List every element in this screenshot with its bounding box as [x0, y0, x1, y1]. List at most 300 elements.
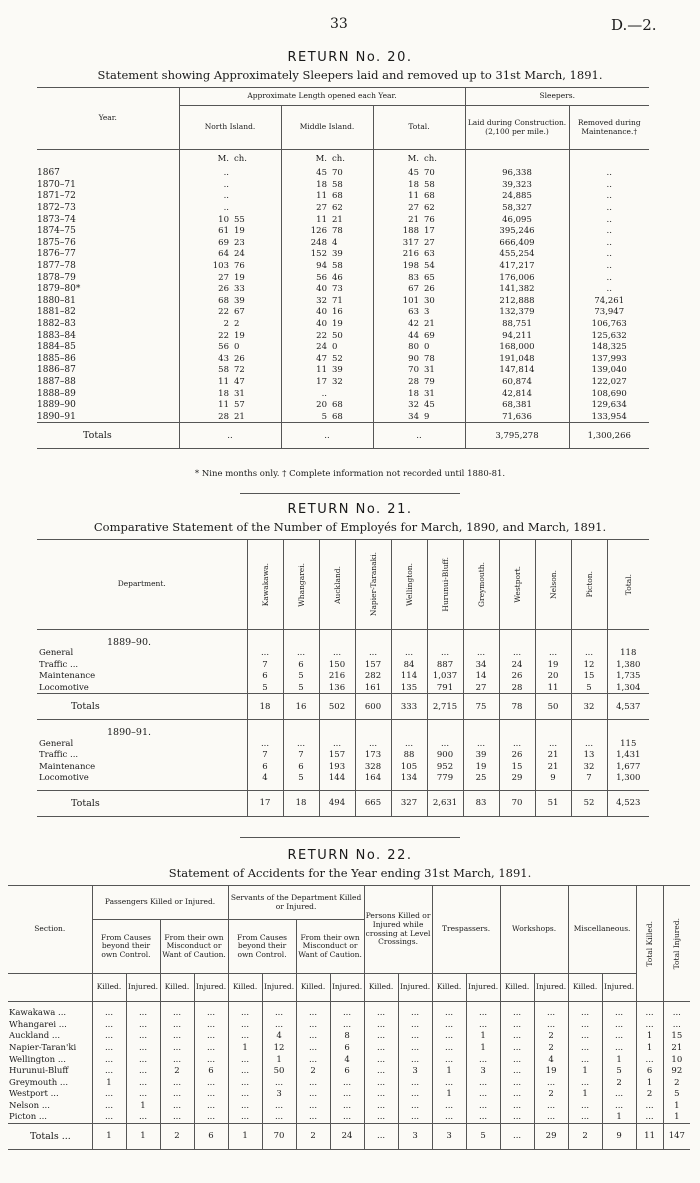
value-cell: 21 — [373, 214, 423, 226]
value-cell: ... — [663, 1008, 690, 1020]
value-cell: ... — [427, 648, 463, 660]
table-row — [37, 388, 649, 400]
column-header-label: Whangarei. — [296, 562, 306, 607]
value-cell: ... — [160, 1089, 194, 1101]
department-header: Department. — [117, 579, 166, 589]
value-cell: .. — [569, 225, 649, 237]
value-cell: 455,254 — [465, 249, 569, 261]
table-row — [37, 179, 649, 191]
document-reference: D.—2. — [611, 16, 657, 34]
totals-cell: 11 — [636, 1123, 663, 1149]
value-cell: 83 — [373, 272, 423, 284]
value-cell: ... — [602, 1008, 636, 1020]
totals-cell: 2 — [296, 1123, 330, 1149]
passengers-header: Passengers Killed or Injured. — [92, 886, 228, 920]
column-header-label: Total. — [623, 573, 633, 596]
value-cell: 1 — [432, 1065, 466, 1077]
approx-length-header: Approximate Length opened each Year. — [179, 88, 465, 106]
killed-header: Killed. — [432, 974, 466, 1002]
value-cell: 90 — [373, 353, 423, 365]
value-cell: 32 — [332, 376, 343, 387]
section-cell: Westport ... — [9, 1089, 59, 1100]
year-label: 1889–90. — [107, 636, 152, 648]
value-cell: 125,632 — [569, 330, 649, 342]
value-cell: ... — [500, 1100, 534, 1112]
section-cell: Napier-Taran'ki — [9, 1043, 77, 1054]
value-cell: ... — [391, 738, 427, 750]
value-cell: ... — [228, 1077, 262, 1089]
table-row — [37, 399, 649, 411]
value-cell: ... — [568, 1100, 602, 1112]
value-cell: 45 — [373, 168, 423, 180]
value-cell: 61 — [179, 225, 233, 237]
spacer-cell — [391, 720, 427, 738]
value-cell: 19 — [535, 659, 571, 671]
value-cell: 22 — [179, 330, 233, 342]
value-cell: 135 — [391, 682, 427, 694]
value-cell — [233, 202, 281, 214]
value-cell: ... — [319, 738, 355, 750]
value-cell: 47 — [281, 353, 331, 365]
value-cell: ... — [432, 1019, 466, 1031]
value-cell: 12 — [571, 659, 607, 671]
year-cell: 1888–89 — [37, 388, 76, 399]
section-cell: Wellington ... — [9, 1054, 66, 1065]
value-cell: ... — [466, 1008, 500, 1020]
column-header-10 — [607, 540, 649, 630]
causes-beyond-header: From Causes beyond their own Control. — [92, 920, 160, 974]
value-cell: ... — [160, 1031, 194, 1043]
value-cell: 58 — [332, 261, 343, 272]
value-cell: ... — [364, 1054, 398, 1066]
totals-removed: 1,300,266 — [569, 423, 649, 449]
value-cell: 39 — [332, 365, 343, 376]
value-cell: ... — [355, 648, 391, 660]
spacer-cell — [607, 720, 649, 738]
injured-header: Injured. — [126, 974, 160, 1002]
value-cell: 31 — [424, 365, 435, 376]
value-cell: 68 — [424, 191, 435, 202]
value-cell: ... — [330, 1008, 364, 1020]
value-cell: 21 — [663, 1042, 690, 1054]
year-cell: 1885–86 — [37, 353, 76, 364]
value-cell: ... — [500, 1008, 534, 1020]
value-cell: 10 — [179, 214, 233, 226]
unit-label: M. — [373, 150, 423, 168]
value-cell: ... — [571, 738, 607, 750]
killed-header: Killed. — [160, 974, 194, 1002]
value-cell: ... — [500, 1031, 534, 1043]
value-cell: ... — [126, 1054, 160, 1066]
value-cell: ... — [194, 1031, 228, 1043]
killed-header: Killed. — [568, 974, 602, 1002]
value-cell: 5 — [283, 773, 319, 785]
footnote: * Nine months only. † Complete information not recorded until 1880-81. — [194, 469, 506, 479]
value-cell: ... — [398, 1100, 432, 1112]
totals-cell: 70 — [499, 790, 535, 816]
table-row — [8, 1065, 690, 1077]
value-cell: 132,379 — [465, 307, 569, 319]
value-cell: 58 — [179, 365, 233, 377]
value-cell: 7 — [571, 773, 607, 785]
totals-cell: 24 — [330, 1123, 364, 1149]
year-cell: 1880–81 — [37, 295, 76, 306]
totals-cell: 1 — [228, 1123, 262, 1149]
value-cell: ... — [228, 1100, 262, 1112]
value-cell: 76 — [234, 261, 245, 272]
value-cell: 6 — [247, 761, 283, 773]
value-cell: 4 — [332, 237, 338, 248]
value-cell: 94 — [281, 260, 331, 272]
value-cell: ... — [296, 1008, 330, 1020]
value-cell: 2 — [636, 1089, 663, 1101]
return-20-subtitle: Statement showing Approximately Sleepers laid and removed up to 31st March, 1891. — [97, 68, 603, 82]
value-cell: 15 — [499, 761, 535, 773]
table-row — [37, 648, 649, 660]
value-cell: 68 — [332, 411, 343, 422]
value-cell: 39 — [463, 749, 499, 761]
year-cell: 1883–84 — [37, 330, 76, 341]
value-cell: 27 — [179, 272, 233, 284]
totals-cell: 2,631 — [427, 790, 463, 816]
value-cell: 63 — [424, 249, 435, 260]
spacer-cell — [463, 630, 499, 648]
value-cell: 39,323 — [465, 179, 569, 191]
value-cell: ... — [466, 1077, 500, 1089]
value-cell: .. — [569, 179, 649, 191]
value-cell: .. — [569, 237, 649, 249]
table-row — [8, 1019, 690, 1031]
totals-cell: 83 — [463, 790, 499, 816]
value-cell: 887 — [427, 659, 463, 671]
year-cell: 1872–73 — [37, 203, 76, 214]
value-cell: ... — [636, 1054, 663, 1066]
value-cell: 2 — [534, 1089, 568, 1101]
unit-label: ch. — [234, 153, 247, 164]
totals-row — [8, 1123, 690, 1149]
year-cell: 1887–88 — [37, 376, 76, 387]
value-cell: 73,947 — [569, 307, 649, 319]
value-cell: ... — [602, 1019, 636, 1031]
totals-cell: ... — [500, 1123, 534, 1149]
value-cell: 1,735 — [607, 671, 649, 683]
value-cell: ... — [92, 1089, 126, 1101]
value-cell: ... — [330, 1112, 364, 1124]
value-cell: 70 — [332, 168, 343, 179]
value-cell: 16 — [332, 307, 343, 318]
column-header-label: Hurunui-Bluff. — [440, 557, 450, 612]
value-cell: 67 — [234, 307, 245, 318]
section-cell: Hurunui-Bluff — [9, 1066, 69, 1077]
value-cell: 10 — [663, 1054, 690, 1066]
totals-cell: 9 — [602, 1123, 636, 1149]
value-cell: 19 — [534, 1065, 568, 1077]
value-cell: 666,409 — [465, 237, 569, 249]
spacer-cell — [247, 720, 283, 738]
value-cell: ... — [636, 1100, 663, 1112]
totals-cell: 32 — [571, 694, 607, 720]
value-cell: 103 — [179, 260, 233, 272]
value-cell: 1 — [636, 1031, 663, 1043]
value-cell: 148,325 — [569, 341, 649, 353]
value-cell: 26 — [499, 749, 535, 761]
unit-label: ch. — [332, 153, 345, 164]
value-cell: 3 — [466, 1065, 500, 1077]
value-cell: ... — [160, 1100, 194, 1112]
spacer-cell — [463, 720, 499, 738]
value-cell: ... — [92, 1008, 126, 1020]
value-cell: 1 — [636, 1042, 663, 1054]
value-cell: 71 — [332, 295, 343, 306]
value-cell: 417,217 — [465, 260, 569, 272]
value-cell: 46,095 — [465, 214, 569, 226]
value-cell — [233, 168, 281, 180]
value-cell: 21 — [535, 749, 571, 761]
totals-cell: 3 — [432, 1123, 466, 1149]
department-cell: General — [39, 648, 74, 659]
value-cell: 32 — [373, 399, 423, 411]
value-cell: 88 — [391, 749, 427, 761]
totals-cell: 494 — [319, 790, 355, 816]
value-cell: 115 — [607, 738, 649, 750]
totals-cell: 1 — [92, 1123, 126, 1149]
value-cell: 58 — [424, 179, 435, 190]
value-cell: ... — [194, 1100, 228, 1112]
value-cell: ... — [319, 648, 355, 660]
column-header-label: Nelson. — [548, 570, 558, 599]
totals-cell: 16 — [283, 694, 319, 720]
table-row — [37, 272, 649, 284]
value-cell: ... — [427, 738, 463, 750]
value-cell: 168,000 — [465, 341, 569, 353]
table-row — [37, 295, 649, 307]
value-cell: 198 — [373, 260, 423, 272]
value-cell: 45 — [424, 400, 435, 411]
value-cell: 134 — [391, 773, 427, 785]
totals-cell: 147 — [663, 1123, 690, 1149]
value-cell: ... — [432, 1054, 466, 1066]
year-label: 1890–91. — [107, 726, 152, 738]
spacer-cell — [283, 630, 319, 648]
value-cell: ... — [262, 1019, 296, 1031]
value-cell: ... — [432, 1031, 466, 1043]
miscellaneous-header: Miscellaneous. — [568, 886, 636, 974]
value-cell: ... — [398, 1077, 432, 1089]
value-cell: ... — [535, 738, 571, 750]
value-cell: 19 — [332, 319, 343, 330]
value-cell: .. — [179, 202, 233, 214]
unit-label: ch. — [424, 153, 437, 164]
table-row — [37, 225, 649, 237]
spacer-cell — [355, 630, 391, 648]
value-cell: ... — [283, 738, 319, 750]
value-cell: ... — [194, 1089, 228, 1101]
total-killed-header: Total Killed. — [636, 886, 663, 1002]
value-cell: 34 — [373, 411, 423, 423]
value-cell: .. — [179, 168, 233, 180]
value-cell: ... — [466, 1112, 500, 1124]
value-cell: ... — [283, 648, 319, 660]
value-cell: 26 — [424, 284, 435, 295]
value-cell: 106,763 — [569, 318, 649, 330]
employees-table — [37, 539, 649, 817]
value-cell: ... — [432, 1008, 466, 1020]
spacer-cell — [391, 630, 427, 648]
value-cell: .. — [179, 179, 233, 191]
value-cell: 58,327 — [465, 202, 569, 214]
misconduct-header: From their own Misconduct or Want of Caution. — [160, 920, 228, 974]
totals-cell: 70 — [262, 1123, 296, 1149]
value-cell: 791 — [427, 682, 463, 694]
spacer-cell — [499, 630, 535, 648]
value-cell: ... — [663, 1019, 690, 1031]
totals-cell: 6 — [194, 1123, 228, 1149]
value-cell: ... — [160, 1042, 194, 1054]
table-row — [8, 1077, 690, 1089]
value-cell: 42 — [373, 318, 423, 330]
value-cell: 900 — [427, 749, 463, 761]
value-cell: 14 — [463, 671, 499, 683]
value-cell: ... — [602, 1042, 636, 1054]
value-cell: ... — [194, 1054, 228, 1066]
value-cell: 1 — [432, 1089, 466, 1101]
spacer-cell — [571, 720, 607, 738]
value-cell: 212,888 — [465, 295, 569, 307]
spacer-cell — [319, 630, 355, 648]
value-cell: 26 — [179, 283, 233, 295]
value-cell: ... — [160, 1019, 194, 1031]
value-cell: 80 — [373, 341, 423, 353]
value-cell: 23 — [234, 237, 245, 248]
column-header-7 — [499, 540, 535, 630]
value-cell: ... — [364, 1042, 398, 1054]
totals-cell: 2,715 — [427, 694, 463, 720]
value-cell: ... — [262, 1112, 296, 1124]
table-row — [37, 659, 649, 671]
value-cell: ... — [364, 1077, 398, 1089]
value-cell: 42,814 — [465, 388, 569, 400]
divider — [240, 493, 460, 494]
section-cell: Nelson ... — [9, 1101, 50, 1112]
value-cell: 50 — [332, 330, 343, 341]
column-header-label: Picton. — [584, 571, 594, 598]
value-cell: 22 — [281, 330, 331, 342]
value-cell: 5 — [247, 682, 283, 694]
value-cell: 78 — [332, 226, 343, 237]
value-cell: 9 — [535, 773, 571, 785]
department-cell: Traffic ... — [39, 750, 79, 761]
value-cell: ... — [500, 1112, 534, 1124]
sleepers-table — [37, 87, 649, 449]
injured-header: Injured. — [534, 974, 568, 1002]
value-cell: 137,993 — [569, 353, 649, 365]
value-cell: 13 — [571, 749, 607, 761]
table-row — [37, 376, 649, 388]
value-cell: 29 — [499, 773, 535, 785]
value-cell: 50 — [262, 1065, 296, 1077]
value-cell: 4 — [330, 1054, 364, 1066]
value-cell: ... — [247, 738, 283, 750]
value-cell: 20 — [535, 671, 571, 683]
totals-cell: 18 — [247, 694, 283, 720]
value-cell: ... — [432, 1077, 466, 1089]
totals-total: .. — [373, 423, 465, 449]
value-cell: ... — [499, 648, 535, 660]
value-cell: ... — [194, 1042, 228, 1054]
value-cell: ... — [534, 1019, 568, 1031]
value-cell: ... — [126, 1089, 160, 1101]
value-cell: 44 — [373, 330, 423, 342]
value-cell: ... — [92, 1054, 126, 1066]
value-cell: 216 — [373, 249, 423, 261]
value-cell: 122,027 — [569, 376, 649, 388]
causes-beyond-header: From Causes beyond their own Control. — [228, 920, 296, 974]
value-cell: 11 — [179, 376, 233, 388]
value-cell: 11 — [179, 399, 233, 411]
value-cell: 21 — [332, 214, 343, 225]
value-cell: ... — [228, 1054, 262, 1066]
value-cell: 68,381 — [465, 399, 569, 411]
value-cell: 11 — [535, 682, 571, 694]
value-cell: ... — [92, 1065, 126, 1077]
value-cell: 69 — [424, 330, 435, 341]
value-cell: 7 — [283, 749, 319, 761]
value-cell: 94,211 — [465, 330, 569, 342]
value-cell: 55 — [234, 214, 245, 225]
injured-header: Injured. — [194, 974, 228, 1002]
value-cell: 64 — [179, 249, 233, 261]
workshops-header: Workshops. — [500, 886, 568, 974]
section-cell: Greymouth ... — [9, 1077, 69, 1088]
column-header-0 — [247, 540, 283, 630]
value-cell: 21 — [424, 319, 435, 330]
value-cell: 5 — [283, 671, 319, 683]
value-cell: 47 — [234, 376, 245, 387]
value-cell: 70 — [424, 168, 435, 179]
value-cell: 18 — [281, 179, 331, 191]
value-cell: ... — [534, 1112, 568, 1124]
value-cell: 6 — [636, 1065, 663, 1077]
laid-header: Laid during Construction. (2,100 per mile.) — [465, 106, 569, 150]
value-cell: 54 — [424, 261, 435, 272]
value-cell: ... — [126, 1008, 160, 1020]
value-cell: ... — [398, 1054, 432, 1066]
servants-header: Servants of the Department Killed or Injured. — [228, 886, 364, 920]
value-cell: 27 — [373, 202, 423, 214]
spacer-cell — [319, 720, 355, 738]
value-cell: 136 — [319, 682, 355, 694]
value-cell: 1 — [262, 1054, 296, 1066]
value-cell: 4 — [247, 773, 283, 785]
table-row — [37, 202, 649, 214]
year-cell: 1878–79 — [37, 272, 76, 283]
value-cell: 45 — [281, 168, 331, 180]
year-cell: 1882–83 — [37, 319, 76, 330]
value-cell: ... — [636, 1008, 663, 1020]
spacer-cell — [571, 630, 607, 648]
middle-island-header: Middle Island. — [281, 106, 373, 150]
value-cell: 3 — [424, 307, 430, 318]
value-cell: 72 — [234, 365, 245, 376]
value-cell: 139,040 — [569, 365, 649, 377]
value-cell: 56 — [281, 272, 331, 284]
table-row — [37, 671, 649, 683]
value-cell: 74,261 — [569, 295, 649, 307]
value-cell: ... — [466, 1089, 500, 1101]
totals-cell: 2 — [160, 1123, 194, 1149]
value-cell: ... — [160, 1077, 194, 1089]
table-row — [37, 365, 649, 377]
